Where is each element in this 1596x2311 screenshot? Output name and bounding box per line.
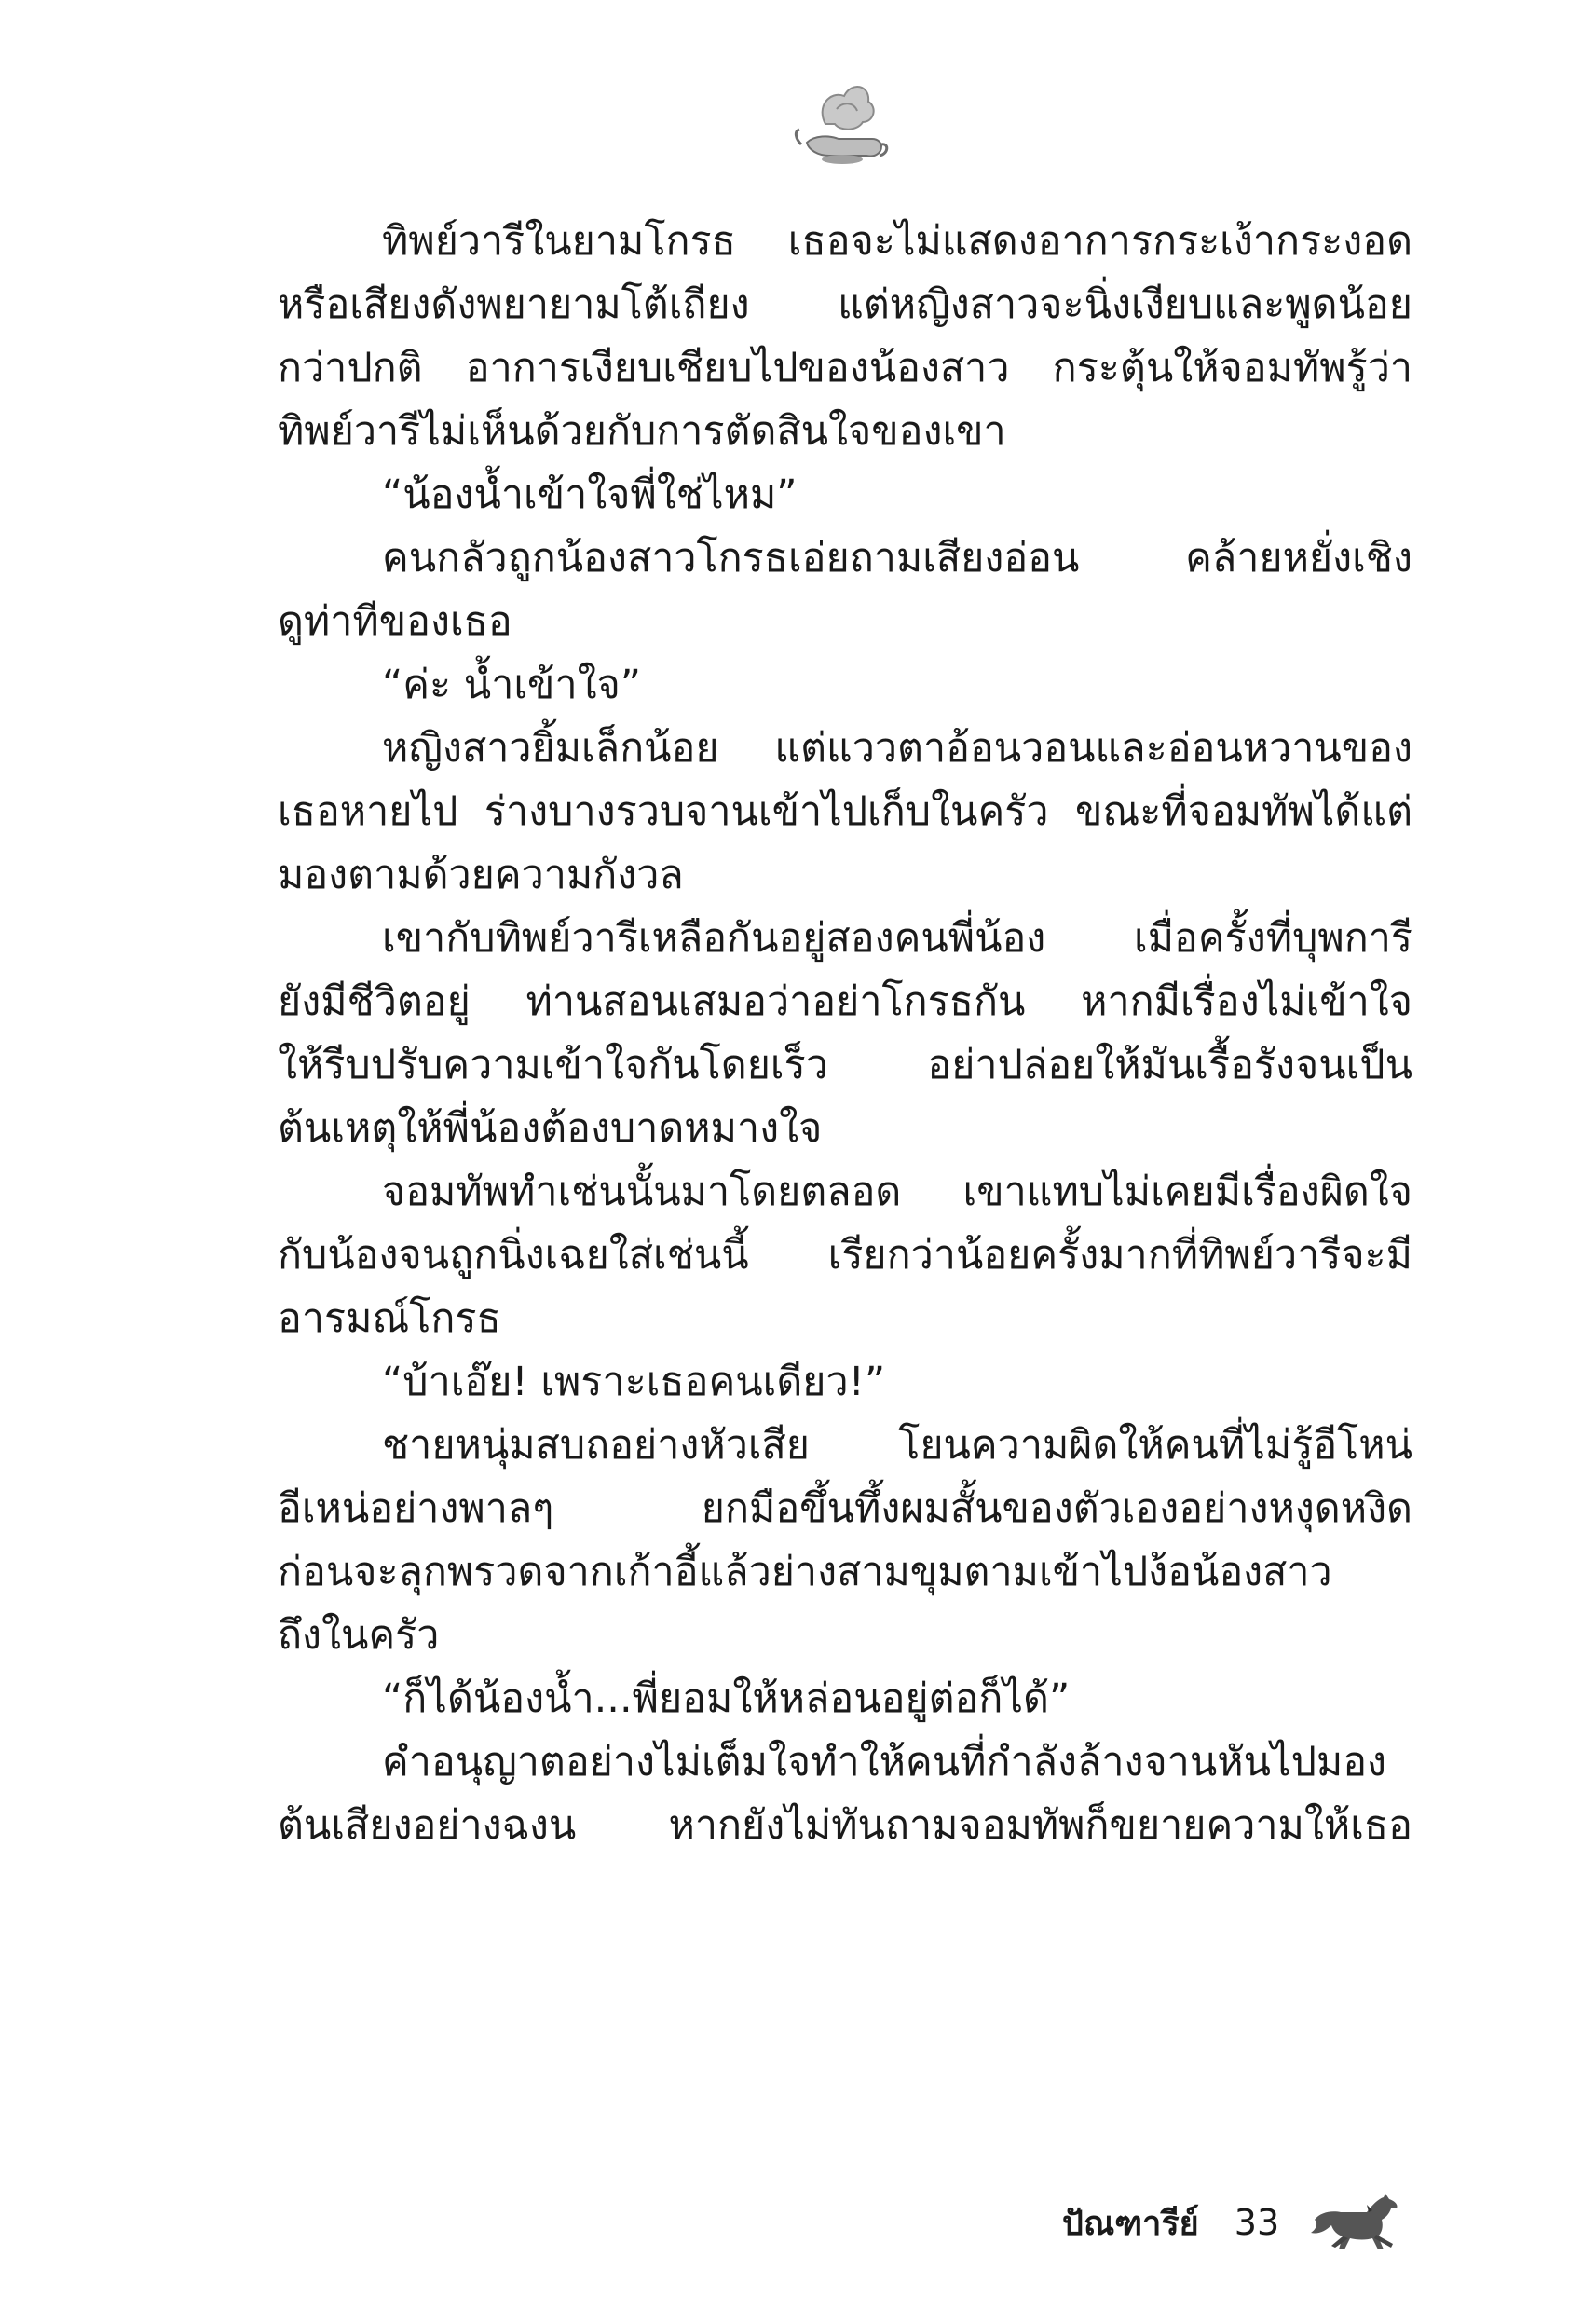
text-line: “ก็ได้น้องน้ำ...พี่ยอมให้หล่อนอยู่ต่อก็ได้” <box>382 1675 1071 1722</box>
text-line: กับน้องจนถูกนิ่งเฉยใส่เช่นนี้ เรียกว่าน้อยครั้งมากที่ทิพย์วารีจะมี <box>278 1232 1412 1279</box>
page-number: 33 <box>1234 2202 1280 2243</box>
text-line: มองตามด้วยความกังวล <box>278 852 684 898</box>
text-line: ถึงในครัว <box>278 1612 440 1659</box>
text-line: ทิพย์วารีไม่เห็นด้วยกับการตัดสินใจของเขา <box>278 408 1006 455</box>
text-line: ให้รีบปรับความเข้าใจกันโดยเร็ว อย่าปล่อยให้มันเรื้อรังจนเป็น <box>278 1042 1412 1088</box>
text-line: “น้องน้ำเข้าใจพี่ใช่ไหม” <box>382 472 798 518</box>
text-line: จอมทัพทำเช่นนั้นมาโดยตลอด เขาแทบไม่เคยมีเรื่องผิดใจ <box>382 1169 1412 1215</box>
text-line: ยังมีชีวิตอยู่ ท่านสอนเสมอว่าอย่าโกรธกัน หากมีเรื่องไม่เข้าใจ <box>278 978 1412 1025</box>
horse-icon <box>1307 2192 1400 2253</box>
text-line: กว่าปกติ อาการเงียบเชียบไปของน้องสาว กระตุ้นให้จอมทัพรู้ว่า <box>278 345 1412 391</box>
page-footer <box>1062 2190 1453 2255</box>
text-line: หรือเสียงดังพยายามโต้เถียง แต่หญิงสาวจะนิ่งเงียบและพูดน้อย <box>278 281 1412 328</box>
text-line: คำอนุญาตอย่างไม่เต็มใจทำให้คนที่กำลังล้างจานหันไปมอง <box>382 1739 1387 1785</box>
text-line: เธอหายไป ร่างบางรวบจานเข้าไปเก็บในครัว ขณะที่จอมทัพได้แต่ <box>278 788 1412 835</box>
text-line: ดูท่าทีของเธอ <box>278 598 512 645</box>
text-line: ทิพย์วารีในยามโกรธ เธอจะไม่แสดงอาการกระเง้ากระงอด <box>382 218 1412 265</box>
text-line: คนกลัวถูกน้องสาวโกรธเอ่ยถามเสียงอ่อน คล้ายหยั่งเชิง <box>382 535 1412 581</box>
text-line: “ค่ะ น้ำเข้าใจ” <box>382 662 642 708</box>
text-line: หญิงสาวยิ้มเล็กน้อย แต่แววตาอ้อนวอนและอ่อนหวานของ <box>382 725 1412 772</box>
text-line: อารมณ์โกรธ <box>278 1295 501 1342</box>
text-line: ก่อนจะลุกพรวดจากเก้าอี้แล้วย่างสามขุมตามเข้าไปง้อน้องสาว <box>278 1549 1332 1595</box>
book-title: ปัณฑารีย์ <box>1062 2204 1199 2243</box>
text-line: “บ้าเอ๊ย! เพราะเธอคนเดียว!” <box>382 1359 886 1405</box>
page-body <box>278 210 1412 1857</box>
magic-lamp-icon <box>788 70 891 172</box>
text-line: ต้นเสียงอย่างฉงน หากยังไม่ทันถามจอมทัพก็ขยายความให้เธอ <box>278 1802 1412 1849</box>
text-line: อีเหน่อย่างพาลๆ ยกมือขึ้นทึ้งผมสั้นของตัวเองอย่างหงุดหงิด <box>278 1485 1412 1532</box>
text-line: ชายหนุ่มสบถอย่างหัวเสีย โยนความผิดให้คนที่ไม่รู้อีโหน่ <box>382 1422 1412 1469</box>
text-line: เขากับทิพย์วารีเหลือกันอยู่สองคนพี่น้อง เมื่อครั้งที่บุพการี <box>382 915 1412 962</box>
text-line: ต้นเหตุให้พี่น้องต้องบาดหมางใจ <box>278 1105 823 1152</box>
